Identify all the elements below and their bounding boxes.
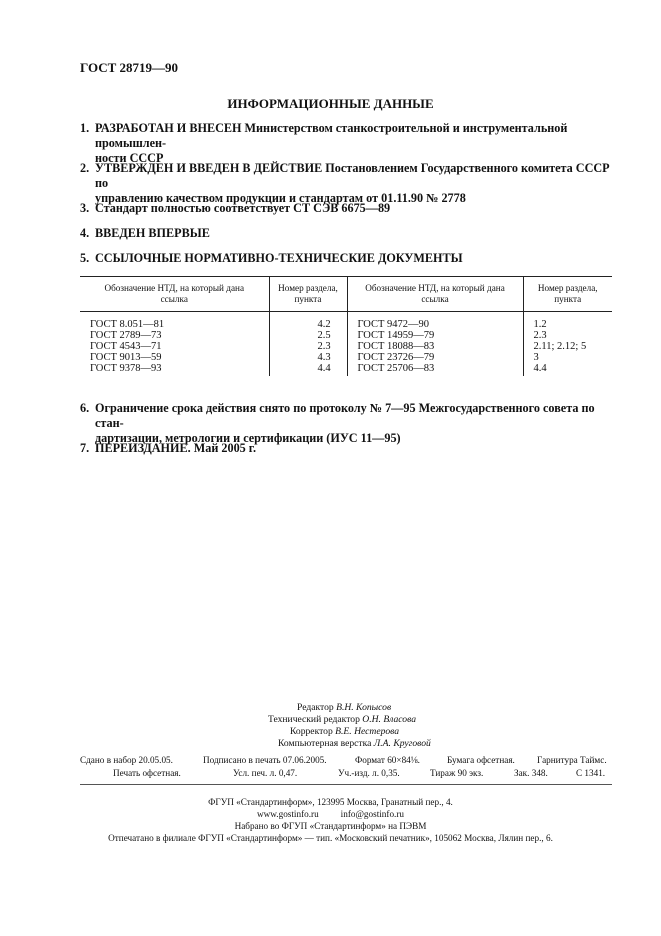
list-item bbox=[80, 121, 620, 166]
table-header-row bbox=[80, 277, 612, 312]
list-item bbox=[80, 441, 620, 456]
publisher-email: info@gostinfo.ru bbox=[340, 809, 404, 819]
item-text: Стандарт полностью соответствует СТ СЭВ 6675—89 bbox=[95, 201, 391, 215]
item-text: Постановлением Государственного комитета СССР по bbox=[95, 161, 610, 190]
table-cell: ГОСТ 23726—79 bbox=[347, 352, 523, 363]
credit-proofreader: Корректор В.Е. Нестерова bbox=[290, 726, 400, 737]
item-caps: РАЗРАБОТАН И ВНЕСЕН bbox=[95, 121, 242, 135]
item-number: 3. bbox=[80, 201, 90, 215]
table-cell: 2.11; 2.12; 5 bbox=[523, 341, 612, 352]
document-code: ГОСТ 28719—90 bbox=[80, 60, 179, 75]
table-cell: ГОСТ 25706—83 bbox=[347, 363, 523, 376]
imprint-field: Зак. 348. bbox=[514, 768, 548, 778]
table-cell: 4.2 bbox=[269, 312, 347, 331]
table-row bbox=[80, 330, 612, 341]
publisher-contacts bbox=[0, 809, 661, 820]
imprint-field: С 1341. bbox=[576, 768, 606, 778]
imprint-field: Формат 60×84⅛. bbox=[355, 755, 420, 765]
list-item bbox=[80, 401, 620, 446]
reference-table bbox=[80, 276, 612, 376]
table-cell: 4.4 bbox=[523, 363, 612, 376]
table-cell: 2.3 bbox=[269, 341, 347, 352]
table-cell: ГОСТ 14959—79 bbox=[347, 330, 523, 341]
table-cell: 2.3 bbox=[523, 330, 612, 341]
table-row bbox=[80, 363, 612, 376]
table-cell: 2.5 bbox=[269, 330, 347, 341]
item-text: ности СССР bbox=[95, 151, 164, 165]
table-cell: ГОСТ 18088—83 bbox=[347, 341, 523, 352]
table-cell: ГОСТ 8.051—81 bbox=[90, 319, 165, 330]
item-text: ВВЕДЕН ВПЕРВЫЕ bbox=[95, 226, 210, 240]
item-caps: УТВЕРЖДЕН И ВВЕДЕН В ДЕЙСТВИЕ bbox=[95, 161, 323, 175]
item-text: Министерством станкостроительной и инструментальной промышлен- bbox=[95, 121, 568, 150]
publisher-address: ФГУП «Стандартинформ», 123995 Москва, Гранатный пер., 4. bbox=[208, 797, 453, 807]
item-text: ПЕРЕИЗДАНИЕ. Май 2005 г. bbox=[95, 441, 257, 455]
imprint-field: Печать офсетная. bbox=[113, 768, 181, 778]
table-cell: ГОСТ 4543—71 bbox=[90, 341, 162, 352]
table-cell: ГОСТ 9013—59 bbox=[90, 352, 162, 363]
list-item bbox=[80, 251, 620, 266]
table-row bbox=[80, 312, 612, 331]
imprint-field: Сдано в набор 20.05.05. bbox=[80, 755, 173, 765]
divider bbox=[80, 784, 612, 785]
publisher-printer: Отпечатано в филиале ФГУП «Стандартинформ» — тип. «Московский печатник», 105062 Москва, Лялин пер., 6. bbox=[108, 833, 553, 843]
list-item bbox=[80, 226, 620, 241]
imprint-field: Бумага офсетная. bbox=[447, 755, 515, 765]
list-item bbox=[80, 201, 620, 216]
table-cell: ГОСТ 2789—73 bbox=[90, 330, 162, 341]
credit-layout: Компьютерная верстка Л.А. Круговой bbox=[278, 738, 431, 749]
item-number: 4. bbox=[80, 226, 90, 240]
item-text: управлению качеством продукции и стандартам от 01.11.90 № 2778 bbox=[95, 191, 466, 205]
item-text: дартизации, метрологии и сертификации (ИУС 11—95) bbox=[95, 431, 401, 445]
publisher-typeset: Набрано во ФГУП «Стандартинформ» на ПЭВМ bbox=[234, 821, 427, 831]
table-cell: 4.3 bbox=[269, 352, 347, 363]
table-row bbox=[80, 352, 612, 363]
imprint-field: Усл. печ. л. 0,47. bbox=[233, 768, 298, 778]
table-cell: 3 bbox=[523, 352, 612, 363]
table-cell: ГОСТ 9378—93 bbox=[90, 363, 162, 374]
list-item bbox=[80, 161, 620, 206]
item-text: Ограничение срока действия снято по протоколу № 7—95 Межгосударственного совета по стан- bbox=[95, 401, 595, 430]
item-number: 6. bbox=[80, 401, 90, 415]
imprint-field: Уч.-изд. л. 0,35. bbox=[338, 768, 400, 778]
page-title: ИНФОРМАЦИОННЫЕ ДАННЫЕ bbox=[227, 96, 434, 111]
column-header: Номер раздела, пункта bbox=[523, 277, 612, 312]
table-cell: 1.2 bbox=[523, 312, 612, 331]
table-row bbox=[80, 341, 612, 352]
item-number: 7. bbox=[80, 441, 90, 455]
imprint-field: Тираж 90 экз. bbox=[430, 768, 484, 778]
column-header: Обозначение НТД, на который дана ссылка bbox=[347, 277, 523, 312]
credit-tech-editor: Технический редактор О.Н. Власова bbox=[268, 714, 416, 725]
credit-editor: Редактор В.Н. Копысов bbox=[297, 702, 392, 713]
imprint-field: Подписано в печать 07.06.2005. bbox=[203, 755, 327, 765]
item-number: 2. bbox=[80, 161, 90, 175]
item-number: 5. bbox=[80, 251, 90, 265]
publisher-web: www.gostinfo.ru bbox=[257, 809, 319, 819]
item-number: 1. bbox=[80, 121, 90, 135]
column-header: Номер раздела, пункта bbox=[269, 277, 347, 312]
item-text: ССЫЛОЧНЫЕ НОРМАТИВНО-ТЕХНИЧЕСКИЕ ДОКУМЕНТЫ bbox=[95, 251, 463, 265]
imprint-field: Гарнитура Таймс. bbox=[537, 755, 607, 765]
table-cell: 4.4 bbox=[269, 363, 347, 376]
column-header: Обозначение НТД, на который дана ссылка bbox=[80, 277, 269, 312]
table-cell: ГОСТ 9472—90 bbox=[347, 312, 523, 331]
